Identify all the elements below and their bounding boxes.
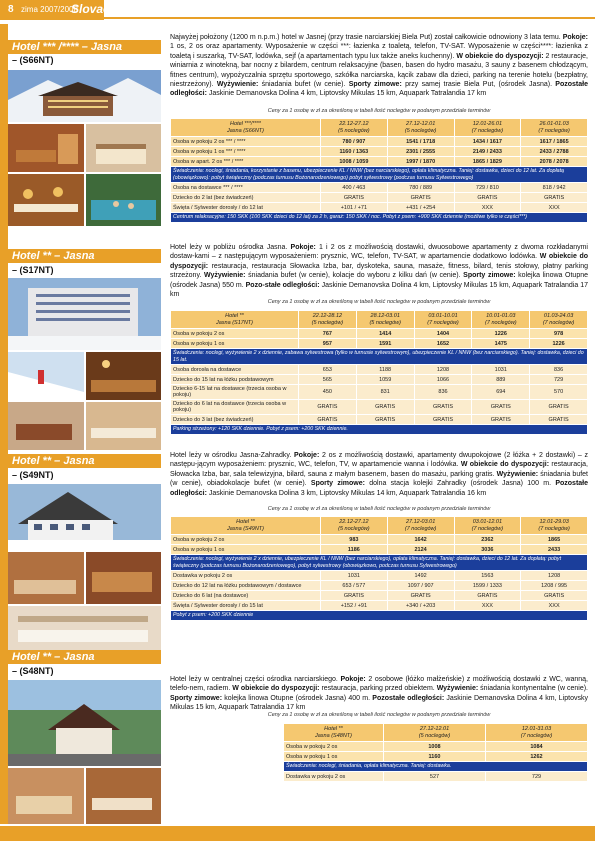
price-cell: 2124: [387, 545, 454, 555]
row-label: Dziecko 6-15 lat na dostawce (trzecia osoba w pokoju): [171, 385, 299, 400]
description-text: przy samej trasie Biela Put, (ośrodek Jasna).: [401, 81, 556, 89]
price-cell: GRATIS: [299, 400, 357, 415]
column-header-line: 12.01-31.03: [521, 725, 552, 732]
column-header-line: 26.01-01.03: [539, 120, 569, 127]
description-text: śniadania bufet (w cenie), kolacje do wyboru z kilku dań (w cenie).: [245, 272, 464, 280]
price-cell: XXX: [521, 601, 588, 611]
description-text: Hotel leży w centralnej części ośrodka narciarskiego.: [170, 676, 341, 683]
table-row: [171, 385, 588, 400]
table-note-row: [171, 425, 588, 435]
row-label: Osoba w pokoju 1 os *** / ****: [171, 147, 321, 157]
description-text: 2 os z możliwością dostawki, apartamenty dwupokojowe (2 łóżka + 2 dostawki) – z następu-jącym wyposażeniem: prysznic, WC, telefon, TV, w apartamencie wanna i lodówka.: [170, 452, 588, 469]
table-note-row: [171, 213, 588, 223]
price-cell: 694: [472, 385, 530, 400]
description-label: Sporty zimowe:: [463, 272, 516, 280]
description-label: W obiekcie do dyspozycji:: [456, 52, 544, 60]
description-label: Pozostałe odległości:: [170, 81, 588, 98]
column-header: [299, 311, 357, 329]
price-cell: GRATIS: [454, 591, 521, 601]
description-text: Jaskinie Demanovska Dolina 4 km, Liptovsky Mikulas 15 km, Aquapark Tatralandia 17 km: [206, 90, 487, 98]
price-cell: GRATIS: [530, 415, 588, 425]
restaurant-photo: [8, 174, 84, 226]
description-label: Pozostałe odległości:: [372, 694, 445, 702]
column-header-line: 28.12-03.01: [370, 312, 400, 319]
hotel-description: [170, 33, 588, 99]
price-cell: GRATIS: [472, 415, 530, 425]
table-row: [171, 183, 588, 193]
column-header-line: (5 noclegów): [311, 319, 344, 326]
column-header-line: 12.01-29.03: [539, 518, 569, 525]
header-rule: [104, 17, 595, 19]
column-header-line: Jasna (S17NT): [216, 319, 253, 326]
table-row: [171, 591, 588, 601]
table-row: [171, 415, 588, 425]
price-table: [170, 516, 588, 621]
price-table: [170, 310, 588, 435]
hotel-title: Hotel *** /**** – Jasna: [8, 40, 161, 54]
price-cell: 3036: [454, 545, 521, 555]
description-text: Hotel leży w ośrodku Jasna-Zahradky.: [170, 452, 294, 459]
price-cell: 1414: [356, 329, 414, 339]
column-header: [414, 311, 472, 329]
description-text: Jaskinie Demanovska Dolina 4 km, Liptovsky Mikulas 15 km, Aquapark Tatralandia 17 km: [170, 694, 588, 712]
column-header: [387, 119, 454, 137]
table-note: Świadczenia: noclegi, śniadania, korzystanie z basenu, ubezpieczenie KL / NNW (bez narciarskiego), opłata klimatyczna. Taniej: dostawka, dzieci do 12 lat. Za dopłatą (obowiązkowo): pobyt świąteczny (podczas turnusu Bożonarodzeniowego) pobyt sylwestrowy (podczas turnusu Sylwestrowego): [171, 167, 588, 183]
page-number: 8: [8, 4, 14, 15]
column-header: [454, 119, 521, 137]
column-header: [521, 119, 588, 137]
price-cell: +431 / +254: [387, 203, 454, 213]
table-row: [171, 339, 588, 349]
price-cell: 780 / 907: [321, 137, 388, 147]
hotel-code: – (S66NT): [12, 55, 54, 65]
row-label: Dziecko do 3 lat (bez świadczeń): [171, 415, 299, 425]
column-header-line: 22.12-27.12: [339, 518, 369, 525]
left-accent-bar: [0, 24, 8, 824]
table-row: [284, 742, 588, 752]
price-cell: 1262: [486, 752, 588, 762]
price-cell: 2362: [454, 535, 521, 545]
hotel-code: – (S48NT): [12, 666, 54, 676]
description-label: W obiekcie do dyspozycji:: [460, 461, 550, 469]
row-label: Osoba w pokoju 2 os *** / ****: [171, 137, 321, 147]
price-cell: 1008 / 1059: [321, 157, 388, 167]
column-header: [521, 517, 588, 535]
column-header: [472, 311, 530, 329]
price-caption: Ceny za 1 osobę w zł za określoną w tabeli ilość noclegów w podanym przedziale terminów: [267, 299, 491, 305]
hotel-code: – (S49NT): [12, 470, 54, 480]
column-header-line: (5 noclegów): [369, 319, 401, 326]
description-label: Sporty zimowe:: [170, 694, 223, 702]
price-cell: 1865 / 1829: [454, 157, 521, 167]
description-text: kolejka linowa Otupne (ośrodek Jasna) 550 m.: [170, 272, 589, 289]
restaurant-photo: [86, 402, 161, 450]
table-row: [171, 203, 588, 213]
column-header: [321, 517, 388, 535]
lounge-photo: [8, 124, 84, 172]
hotel-description: [170, 243, 588, 299]
column-header-line: Jasna (S49NT): [227, 525, 264, 532]
price-cell: 836: [414, 385, 472, 400]
price-cell: GRATIS: [414, 400, 472, 415]
price-cell: GRATIS: [356, 400, 414, 415]
hotel-description: [170, 451, 588, 498]
season-label: zima 2007/2008: [21, 5, 78, 14]
table-note: Pobyt z psem: +200 SKK dziennie: [171, 611, 588, 621]
description-label: W obiekcie do dyspozycji:: [170, 253, 588, 270]
price-cell: 836: [530, 365, 588, 375]
column-header-line: (7 noclegów): [485, 319, 517, 326]
description-label: Wyżywienie:: [436, 685, 479, 693]
column-header: [454, 517, 521, 535]
description-text: dolna stacja kolejki Zahradky (ośrodek Jasna) 100 m.: [364, 480, 556, 488]
table-note-row: [171, 167, 588, 183]
description-label: Sporty zimowe:: [310, 480, 365, 488]
column-header-line: 10.01-01.03: [486, 312, 516, 319]
column-header-line: Hotel **: [324, 725, 343, 732]
room-photo: [8, 402, 84, 450]
price-cell: 2301 / 2555: [387, 147, 454, 157]
row-label: Dostawka w pokoju 2 os: [171, 571, 321, 581]
price-cell: 1066: [414, 375, 472, 385]
price-cell: 1084: [486, 742, 588, 752]
description-label: Pokoje:: [562, 34, 588, 41]
price-cell: 729: [486, 772, 588, 782]
row-label: Dziecko do 6 lat na dostawce (trzecia osoba w pokoju): [171, 400, 299, 415]
column-header-line: 03.01-12.01: [472, 518, 503, 525]
description-text: śniadania bufet (w cenie).: [258, 81, 349, 89]
price-cell: 1208 / 995: [521, 581, 588, 591]
column-header-line: Hotel ***/****: [230, 120, 261, 127]
column-header-line: 22.12-28.12: [312, 312, 343, 319]
column-header-line: Hotel **: [236, 518, 255, 525]
price-cell: GRATIS: [454, 193, 521, 203]
column-header-line: 03.01-10.01: [428, 312, 458, 319]
room-photo: [86, 124, 161, 172]
hotel-photo: [8, 680, 161, 766]
column-header-line: 22.12-27.12: [339, 120, 369, 127]
row-label: Osoba w pokoju 2 os: [171, 329, 299, 339]
row-label: Dziecko do 12 lat na łóżku podstawowym / dostawce: [171, 581, 321, 591]
price-cell: 1226: [530, 339, 588, 349]
price-cell: GRATIS: [387, 591, 454, 601]
price-cell: 1097 / 907: [387, 581, 454, 591]
price-table: [170, 118, 588, 223]
description-text: 1 i 2 os z możliwością dostawki, dwuosobowe apartamenty z dwoma rozkładanymi dostaw-kami – z następującym wyposażeniem: prysznic, WC, telefon, TV-SAT, w apartamencie dodatkowo lodówka.: [170, 244, 588, 261]
bar-photo: [86, 352, 161, 400]
price-cell: 1160: [384, 752, 486, 762]
description-text: śniadania bufet (w cenie), obiadokolacje bufet (w cenie).: [170, 470, 588, 488]
price-cell: 1475: [472, 339, 530, 349]
table-row: [171, 571, 588, 581]
price-cell: 1617 / 1865: [521, 137, 588, 147]
price-cell: 729 / 810: [454, 183, 521, 193]
table-row: [171, 601, 588, 611]
row-label: Święta / Sylwester dorosły / do 12 lat: [171, 203, 321, 213]
bar-photo: [86, 552, 161, 604]
price-cell: 1563: [454, 571, 521, 581]
price-cell: 1059: [356, 375, 414, 385]
table-header-row: [284, 724, 588, 742]
table-note: Parking strzeżony: +120 SKK dziennie. Pobyt z psem: +200 SKK dziennie.: [171, 425, 588, 435]
row-label: Dziecko do 2 lat (bez świadczeń): [171, 193, 321, 203]
table-row: [171, 193, 588, 203]
price-caption: Ceny za 1 osobę w zł za określoną w tabeli ilość noclegów w podanym przedziale terminów: [267, 506, 491, 512]
price-cell: 1031: [472, 365, 530, 375]
row-label: Osoba na dostawce *** / ****: [171, 183, 321, 193]
price-cell: 831: [356, 385, 414, 400]
price-cell: 889: [472, 375, 530, 385]
price-cell: 1031: [321, 571, 388, 581]
row-label: Osoba dorosła na dostawce: [171, 365, 299, 375]
price-cell: 818 / 942: [521, 183, 588, 193]
table-row: [171, 147, 588, 157]
table-row: [171, 535, 588, 545]
description-text: 2 osobowe (łóżko małżeńskie) z możliwością dostawki z WC, wanną, telefo-nem, radiem.: [170, 676, 588, 693]
column-header-line: (5 noclegów): [338, 525, 370, 532]
row-label: Osoba w pokoju 2 os: [284, 742, 384, 752]
price-cell: GRATIS: [521, 591, 588, 601]
hotel-title: Hotel ** – Jasna: [8, 249, 161, 263]
price-cell: 780 / 889: [387, 183, 454, 193]
column-header: [284, 724, 384, 742]
price-cell: 2078 / 2078: [521, 157, 588, 167]
table-note: Świadczenia: noclegi, śniadania, opłata klimatyczna. Taniej: dostawka.: [284, 762, 588, 772]
price-cell: GRATIS: [414, 415, 472, 425]
hotel-code: – (S17NT): [12, 265, 54, 275]
price-table: [283, 723, 588, 782]
table-note-row: [284, 762, 588, 772]
table-header-row: [171, 119, 588, 137]
row-label: Dziecko do 6 lat (na dostawce): [171, 591, 321, 601]
hotel-photo: [8, 278, 161, 350]
price-cell: 565: [299, 375, 357, 385]
description-label: Sporty zimowe:: [348, 81, 402, 89]
description-text: Jaskinie Demanovska Dolina 4 km, Liptovsky Mikulas 15 km, Aquapark Tatralandia 17 km: [170, 281, 589, 299]
price-cell: GRATIS: [472, 400, 530, 415]
price-cell: 1997 / 1870: [387, 157, 454, 167]
room-photo: [8, 768, 84, 824]
price-cell: 767: [299, 329, 357, 339]
row-label: Święta / Sylwester dorosły / do 15 lat: [171, 601, 321, 611]
row-label: Dziecko do 15 lat na łóżku podstawowym: [171, 375, 299, 385]
column-header-line: (7 noclegów): [542, 319, 575, 326]
hotel-title: Hotel ** – Jasna: [8, 454, 161, 468]
description-text: Hotel leży w pobliżu ośrodka Jasna.: [170, 244, 291, 251]
price-cell: 1404: [414, 329, 472, 339]
column-header-line: 27.12-12.01: [419, 725, 450, 732]
price-caption: Ceny za 1 osobę w zł za określoną w tabeli ilość noclegów w podanym przedziale terminów: [267, 108, 491, 114]
description-label: Pokoje:: [290, 244, 316, 251]
column-header-line: 12.01-26.01: [472, 120, 503, 127]
price-cell: GRATIS: [356, 415, 414, 425]
price-cell: 570: [530, 385, 588, 400]
table-note-row: [171, 611, 588, 621]
price-cell: 983: [321, 535, 388, 545]
description-text: 1 os, 2 os oraz apartamenty. Wyposażenie w części ***: łazienka z toaletą, telefon, TV-SAT. Wyposażenie w części****: łazienka z toaletą i suszarką, TV-SAT, lodówka, sejf (a apartamentach typu lux także aneks kuchenny).: [170, 43, 588, 60]
hotel-photo: [8, 70, 161, 122]
row-label: Osoba w pokoju 1 os: [171, 545, 321, 555]
description-label: Pokoje:: [294, 452, 320, 459]
price-cell: 1188: [356, 365, 414, 375]
description-label: Wyżywienie:: [216, 81, 259, 89]
row-label: Osoba w pokoju 2 os: [171, 535, 321, 545]
column-header-line: (5 noclegów): [338, 127, 370, 134]
price-cell: 1541 / 1718: [387, 137, 454, 147]
column-header: [356, 311, 414, 329]
price-cell: 1434 / 1617: [454, 137, 521, 147]
column-header: [321, 119, 388, 137]
table-row: [171, 157, 588, 167]
price-caption: Ceny za 1 osobę w zł za określoną w tabeli ilość noclegów w podanym przedziale terminów: [267, 712, 491, 718]
row-label: Osoba w pokoju 1 os: [171, 339, 299, 349]
table-header-row: [171, 517, 588, 535]
hotel-title: Hotel ** – Jasna: [8, 650, 161, 664]
price-cell: 957: [299, 339, 357, 349]
table-note: Świadczenia: noclegi, wyżywienie 2 x dziennie, ubezpieczenie KL / NNW (bez narciarskiego), opłata klimatyczna. Taniej: dostawka, dzieci do 12 lat. Za dopłatą: pobyt świąteczny (podczas turnusu Bożonarodzeniowego), pobyt sylwestrowy (obowiązkowo, podczas turnusu Sylwestrowego): [171, 555, 588, 571]
column-header-line: (7 noclegów): [538, 127, 570, 134]
price-cell: 1208: [521, 571, 588, 581]
price-cell: 1208: [414, 365, 472, 375]
page-header: [0, 0, 595, 22]
price-cell: GRATIS: [321, 193, 388, 203]
description-text: restauracja, restauracja Słowacka Izba, bar, dyskoteka, sauna, masaże, fitness, bilard, tenis stołowy, płatny parking strzeżony.: [170, 262, 588, 280]
description-text: restauracja, Słowacka Izba, bar, sala telewizyjna, bilard, sauna z małym basenem, basen do masażu, parking gratis.: [170, 461, 588, 478]
price-cell: 1642: [387, 535, 454, 545]
price-cell: 1160 / 1363: [321, 147, 388, 157]
price-cell: GRATIS: [521, 193, 588, 203]
pool-photo: [86, 174, 161, 226]
description-text: śniadania kontynentalne (w cenie).: [478, 685, 588, 693]
bottom-bar: [0, 826, 595, 841]
price-cell: 653 / 577: [321, 581, 388, 591]
ski-photo: [8, 352, 84, 400]
description-label: Pokoje:: [340, 676, 366, 683]
description-text: kolejka linowa Otupne (ośrodek Jasna) 400 m.: [222, 694, 373, 702]
price-cell: 653: [299, 365, 357, 375]
price-cell: 1865: [521, 535, 588, 545]
restaurant-photo: [86, 768, 161, 824]
row-label: Osoba w apart. 2 os *** / ****: [171, 157, 321, 167]
table-header-row: [171, 311, 588, 329]
price-cell: 2433: [521, 545, 588, 555]
price-cell: GRATIS: [299, 415, 357, 425]
column-header: [387, 517, 454, 535]
price-cell: 1652: [414, 339, 472, 349]
table-row: [171, 137, 588, 147]
column-header-line: (7 noclegów): [404, 525, 437, 532]
row-label: Dostawka w pokoju 2 os: [284, 772, 384, 782]
description-text: Jaskinie Demanovska Dolina 3 km, Liptovsky Mikulas 14 km, Aquapark Tatralandia 16 km: [206, 489, 487, 497]
price-cell: XXX: [454, 601, 521, 611]
column-header-line: (7 noclegów): [471, 525, 504, 532]
description-label: Wyżywienie:: [496, 470, 539, 478]
price-cell: 1492: [387, 571, 454, 581]
price-cell: XXX: [454, 203, 521, 213]
description-label: W obiekcie do dyspozycji:: [232, 685, 320, 693]
hotel-description: [170, 675, 588, 713]
price-cell: GRATIS: [530, 400, 588, 415]
table-row: [171, 365, 588, 375]
price-cell: 1226: [472, 329, 530, 339]
column-header: [171, 517, 321, 535]
table-note-row: [171, 349, 588, 365]
column-header: [384, 724, 486, 742]
table-row: [171, 375, 588, 385]
column-header-line: 27.12-12.01: [405, 120, 436, 127]
table-row: [171, 581, 588, 591]
column-header-line: Jasna (S48NT): [315, 732, 352, 739]
table-row: [284, 752, 588, 762]
row-label: Osoba w pokoju 1 os: [284, 752, 384, 762]
price-cell: 729: [530, 375, 588, 385]
price-cell: 2149 / 2433: [454, 147, 521, 157]
column-header: [530, 311, 588, 329]
column-header: [171, 311, 299, 329]
price-cell: +101 / +71: [321, 203, 388, 213]
table-row: [171, 400, 588, 415]
price-cell: GRATIS: [387, 193, 454, 203]
description-text: restauracja, parking przed obiektem.: [319, 685, 437, 693]
country-title: Slovacja: [71, 2, 120, 16]
description-label: Pozostałe odległości:: [170, 480, 589, 497]
price-cell: +340 / +203: [387, 601, 454, 611]
column-header-line: (7 noclegów): [427, 319, 459, 326]
description-text: 2 restauracje, winiarnia z winotekną, bar nocny z bilardem, centrum relaksacyjne (basen, basen do hydro masażu, 3 sauny z basenem chłodzącym, fitnes centrum), wypożyczalnia sprzętu sportowego, szkółka narciarska, kącik zabaw dla dzieci, parking na terenie hotelu (bezpłatny, niestrzeżony).: [170, 52, 588, 89]
price-cell: GRATIS: [321, 591, 388, 601]
table-note-row: [171, 555, 588, 571]
price-cell: 978: [530, 329, 588, 339]
column-header-line: Jasna (S66NT): [227, 127, 264, 134]
column-header-line: 27.12-03.01: [405, 518, 436, 525]
price-cell: 400 / 463: [321, 183, 388, 193]
table-row: [171, 329, 588, 339]
table-row: [171, 545, 588, 555]
price-cell: XXX: [521, 203, 588, 213]
price-cell: 2433 / 2788: [521, 147, 588, 157]
price-cell: 1591: [356, 339, 414, 349]
price-cell: 1186: [321, 545, 388, 555]
price-cell: +152 / +91: [321, 601, 388, 611]
description-label: Wyżywienie:: [204, 272, 246, 280]
column-header-line: (7 noclegów): [520, 732, 553, 739]
column-header-line: Hotel **: [225, 312, 244, 319]
restaurant-photo: [8, 606, 161, 652]
column-header-line: 01.03-24.03: [543, 312, 574, 319]
column-header: [171, 119, 321, 137]
price-cell: 527: [384, 772, 486, 782]
hotel-photo: [8, 484, 161, 550]
column-header-line: (7 noclegów): [471, 127, 504, 134]
description-label: Pozo-stałe odległości:: [245, 281, 320, 289]
column-header-line: (7 noclegów): [538, 525, 570, 532]
column-header: [486, 724, 588, 742]
price-cell: 1599 / 1333: [454, 581, 521, 591]
table-row: [284, 772, 588, 782]
column-header-line: (5 noclegów): [418, 732, 451, 739]
table-note: Świadczenia: noclegi, wyżywienie 2 x dziennie, zabawa sylwestrowa (tylko w turnusie sylwestrowym), ubezpieczenie KL / NNW (bez narciarskiego). Taniej: dostawka, dzieci do 15 lat.: [171, 349, 588, 365]
price-cell: 450: [299, 385, 357, 400]
price-cell: 1008: [384, 742, 486, 752]
dining-photo: [8, 552, 84, 604]
description-text: Najwyżej położony (1200 m n.p.m.) hotel w Jasnej (przy trasie narciarskiej Biela Put) został całkowicie odnowiony 3 lata temu.: [170, 34, 563, 41]
column-header-line: (5 noclegów): [404, 127, 437, 134]
table-note: Centrum relaksacyjne: 150 SKK (100 SKK dzieci do 12 lat) za 2 h, garaż: 150 SKK / noc. Pobyt z psem: +900 SKK dziennie (możliwe tylko w części***): [171, 213, 588, 223]
